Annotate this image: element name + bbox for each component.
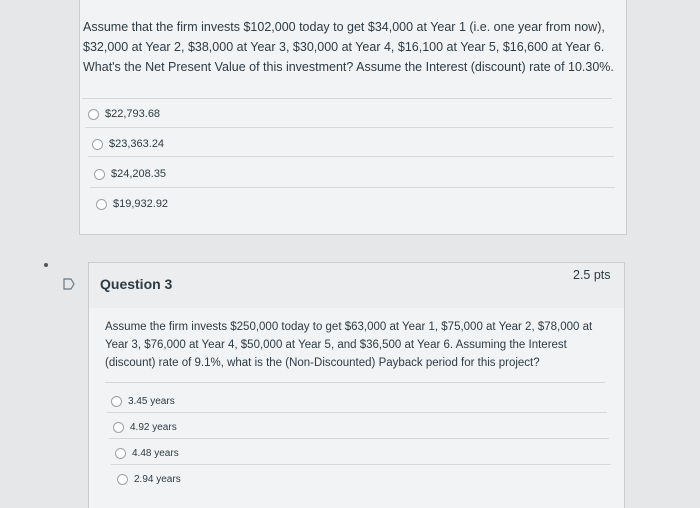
- question-3-text: Assume the firm invests $250,000 today to get $63,000 at Year 1, $75,000 at Year 2, $78,000 at Year 3, $76,000 at Year 4, $50,000 at Year 5, and $36,500 at Year 6. Assuming the Interest (discount) rate of 9.1%, what is the (Non-Discounted) Payback period for this project?: [105, 321, 593, 369]
- answer-option[interactable]: [111, 396, 175, 407]
- radio-button[interactable]: [96, 199, 107, 210]
- answer-label: 3.45 years: [128, 396, 175, 407]
- answer-label: 4.92 years: [130, 422, 177, 433]
- radio-button[interactable]: [94, 169, 105, 180]
- radio-button[interactable]: [88, 109, 99, 120]
- divider: [111, 464, 611, 465]
- answer-label: $23,363.24: [109, 138, 165, 150]
- question-1-text: Assume that the firm invests $102,000 today to get $34,000 at Year 1 (i.e. one year from now), $32,000 at Year 2, $38,000 at Year 3, $30,000 at Year 4, $16,100 at Year 5, $16,600 at Year 6. What's the Net Present Value of this investment? Assume the Interest (discount) rate of 10.30%.: [83, 20, 614, 74]
- answer-option[interactable]: [96, 198, 168, 210]
- answer-option[interactable]: [94, 168, 166, 180]
- side-dot: [44, 263, 48, 267]
- divider: [82, 98, 612, 99]
- answer-option[interactable]: [88, 108, 160, 120]
- question-points: 2.5 pts: [573, 268, 611, 282]
- answer-label: 4.48 years: [132, 448, 179, 459]
- answer-label: $19,932.92: [113, 198, 169, 210]
- answer-option[interactable]: [113, 422, 177, 433]
- answer-label: 2.94 years: [134, 474, 181, 485]
- divider: [105, 382, 605, 383]
- answer-option[interactable]: [115, 448, 179, 459]
- divider: [90, 187, 615, 188]
- radio-button[interactable]: [117, 474, 128, 485]
- radio-button[interactable]: [111, 396, 122, 407]
- question-title: Question 3: [100, 276, 173, 292]
- radio-button[interactable]: [115, 448, 126, 459]
- answer-label: $22,793.68: [105, 108, 161, 120]
- radio-button[interactable]: [92, 139, 103, 150]
- answer-option[interactable]: [117, 474, 181, 485]
- radio-button[interactable]: [113, 422, 124, 433]
- flag-icon[interactable]: [63, 278, 75, 290]
- divider: [107, 412, 607, 413]
- divider: [88, 156, 614, 157]
- answer-option[interactable]: [92, 138, 164, 150]
- answer-label: $24,208.35: [111, 168, 167, 180]
- divider: [85, 127, 613, 128]
- divider: [109, 438, 609, 439]
